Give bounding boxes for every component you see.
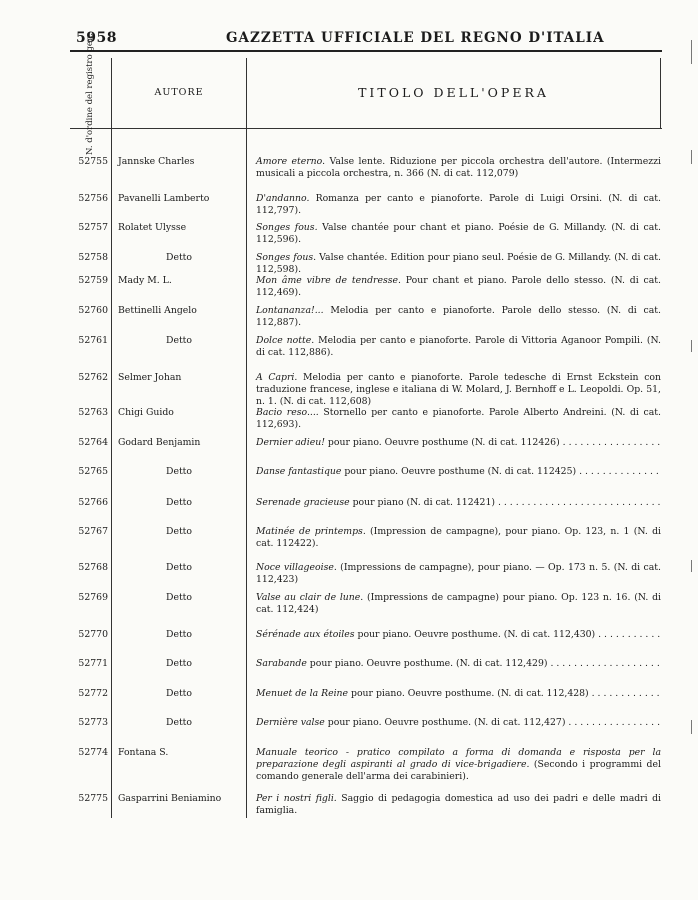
entry-number: 52772 xyxy=(78,688,108,699)
entry-title xyxy=(256,658,661,670)
entry-title xyxy=(256,252,661,276)
entry-title-italic: Songes fous. xyxy=(256,222,318,233)
header-rule xyxy=(70,128,662,129)
entry-number: 52759 xyxy=(78,275,108,286)
entry-title-text: Romanza per canto e pianoforte. Parole di Luigi Orsini. (N. di cat. 112,797). xyxy=(256,193,661,216)
page-number: 5958 xyxy=(76,30,117,46)
entry-number: 52775 xyxy=(78,793,108,804)
entry-author: Detto xyxy=(165,688,193,699)
entry-title-italic: Amore eterno. xyxy=(256,156,326,167)
entry-number: 52758 xyxy=(78,252,108,263)
entry-title xyxy=(256,562,661,586)
entry-title-italic: Manuale teorico - pratico compilato a forma di domanda e risposta per la preparazione degli aspiranti al grado di vice-brigadiere. xyxy=(256,747,661,770)
scan-mark xyxy=(691,720,692,734)
entry-title xyxy=(256,629,661,641)
margin-scan-marks xyxy=(668,30,698,790)
entry-title-text: pour piano (N. di cat. 112421) xyxy=(349,497,496,508)
entry-title xyxy=(256,156,661,180)
entry-title-text: (Impressions de campagne), pour piano. — Op. 173 n. 5. (N. di cat. 112,423) xyxy=(256,562,661,585)
entry-title xyxy=(256,497,661,509)
entry-title-italic: Noce villageoise. xyxy=(256,562,337,573)
entry-title-italic: Dernière valse xyxy=(256,717,325,728)
column-divider xyxy=(246,58,247,818)
entry-title-italic: Sarabande xyxy=(256,658,307,669)
entry-title xyxy=(256,305,661,329)
entry-title-text: pour piano. Oeuvre posthume. (N. di cat. 112,429) xyxy=(306,658,548,669)
entry-title-text: pour piano. Oeuvre posthume. (N. di cat. 112,428) xyxy=(348,688,589,699)
entry-number: 52762 xyxy=(78,372,108,383)
entry-title xyxy=(256,275,661,299)
entry-author: Detto xyxy=(165,658,193,669)
entry-title-italic: A Capri. xyxy=(256,372,298,383)
entry-author: Selmer Johan xyxy=(118,372,182,383)
entry-title-italic: Menuet de la Reine xyxy=(256,688,349,699)
entry-author: Bettinelli Angelo xyxy=(118,305,197,316)
entry-title-italic: Serenade gracieuse xyxy=(256,497,350,508)
entry-title-italic: Mon âme vibre de tendresse. xyxy=(256,275,401,286)
entry-number: 52771 xyxy=(78,658,108,669)
entry-number: 52766 xyxy=(78,497,108,508)
entry-author: Godard Benjamin xyxy=(118,437,201,448)
entry-title-text: Valse chantée pour chant et piano. Poésie de G. Millandy. (N. di cat. 112,596). xyxy=(256,222,661,245)
entry-title-text: Melodia per canto e pianoforte. Parole di Vittoria Aganoor Pompili. (N. di cat. 112,886). xyxy=(256,335,661,358)
entry-title-text: Melodia per canto e pianoforte. Parole dello stesso. (N. di cat. 112,887). xyxy=(256,305,661,328)
entry-title-text: pour piano. Oeuvre posthume. (N. di cat. 112,427) xyxy=(324,717,566,728)
entry-title-italic: Valse au clair de lune. xyxy=(256,592,364,603)
entry-number: 52769 xyxy=(78,592,108,603)
entry-author: Detto xyxy=(165,335,193,346)
entry-title-italic: Bacio reso.... xyxy=(256,407,319,418)
entry-author: Detto xyxy=(165,497,193,508)
entry-title-italic: Danse fantastique xyxy=(256,466,342,477)
entry-number: 52761 xyxy=(78,335,108,346)
entry-title-italic: Dernier adieu! xyxy=(256,437,325,448)
entry-author: Detto xyxy=(165,562,193,573)
entry-title xyxy=(256,437,661,449)
entry-title xyxy=(256,335,661,359)
scan-mark xyxy=(691,340,692,352)
scan-mark xyxy=(691,40,692,64)
entry-number: 52767 xyxy=(78,526,108,537)
entry-title xyxy=(256,526,661,550)
entry-number: 52774 xyxy=(78,747,108,758)
header-title-column: TITOLO DELL'OPERA xyxy=(358,85,549,100)
header-author-column: AUTORE xyxy=(154,87,204,98)
entry-title-text: Stornello per canto e pianoforte. Parole Alberto Andreini. (N. di cat. 112,693). xyxy=(256,407,661,430)
entry-author: Detto xyxy=(165,526,193,537)
entry-title-italic: Matinée de printemps. xyxy=(256,526,366,537)
entry-title xyxy=(256,592,661,616)
entry-author: Detto xyxy=(165,466,193,477)
entry-title-text: pour piano. Oeuvre posthume. (N. di cat. 112,430) xyxy=(354,629,596,640)
entry-author: Mady M. L. xyxy=(118,275,172,286)
entry-title-text: pour piano. Oeuvre posthume (N. di cat. 112426) xyxy=(324,437,560,448)
entry-title-text: Melodia per canto e pianoforte. Parole tedesche di Ernst Eckstein con traduzione francese, inglese e italiana di W. Molard, J. Bernhoff e L. Leopoldi. Op. 51, n. 1. (N. di cat. 112,608) xyxy=(256,372,661,407)
entry-author: Detto xyxy=(165,629,193,640)
page-header: GAZZETTA UFFICIALE DEL REGNO D'ITALIA xyxy=(226,30,605,46)
entry-title xyxy=(256,688,661,700)
entry-title-text: (Impressions de campagne) pour piano. Op. 123 n. 16. (N. di cat. 112,424) xyxy=(256,592,662,615)
entry-title-text: Valse chantée. Edition pour piano seul. Poésie de G. Millandy. (N. di cat. 112,598). xyxy=(256,252,662,275)
header-number-label: N. d'ordine del registro gen. xyxy=(85,32,96,156)
entry-title xyxy=(256,222,661,246)
entry-title-text: (Impression de campagne), pour piano. Op. 123, n. 1 (N. di cat. 112422). xyxy=(256,526,661,549)
entry-author: Gasparrini Beniamino xyxy=(118,793,222,804)
entry-title-italic: Per i nostri figli. xyxy=(256,793,337,804)
entry-author: Rolatet Ulysse xyxy=(118,222,187,233)
entry-number: 52765 xyxy=(78,466,108,477)
entry-author: Jannske Charles xyxy=(118,156,195,167)
entry-title-italic: Lontananza!... xyxy=(256,305,324,316)
entry-author: Chigi Guido xyxy=(118,407,174,418)
scan-mark xyxy=(691,560,692,572)
top-rule xyxy=(70,50,662,52)
entry-number: 52768 xyxy=(78,562,108,573)
entry-title-text: Pour chant et piano. Parole dello stesso. (N. di cat. 112,469). xyxy=(256,275,661,298)
entry-title xyxy=(256,747,661,783)
entry-number: 52756 xyxy=(78,193,108,204)
entry-title-text: Saggio di pedagogia domestica ad uso dei padri e delle madri di famiglia. xyxy=(256,793,662,816)
entry-author: Detto xyxy=(165,252,193,263)
entry-title xyxy=(256,193,661,217)
entry-number: 52770 xyxy=(78,629,108,640)
entry-author: Detto xyxy=(165,592,193,603)
entry-number: 52773 xyxy=(78,717,108,728)
column-divider xyxy=(111,58,112,818)
entry-title xyxy=(256,717,661,729)
entry-author: Pavanelli Lamberto xyxy=(118,193,210,204)
entry-author: Fontana S. xyxy=(118,747,169,758)
entry-title xyxy=(256,466,661,478)
entry-title-text: (Secondo i programmi del comando generale dell'arma dei carabinieri). xyxy=(256,759,661,782)
entry-number: 52760 xyxy=(78,305,108,316)
entry-title xyxy=(256,372,661,408)
entry-title-italic: D'andanno. xyxy=(256,193,310,204)
entry-title-text: pour piano. Oeuvre posthume (N. di cat. 112425) xyxy=(341,466,577,477)
entry-author: Detto xyxy=(165,717,193,728)
entry-title-text: Valse lente. Riduzione per piccola orchestra dell'autore. (Intermezzi musicali a piccola orchestra, n. 366 (N. di cat. 112,079) xyxy=(256,156,661,179)
column-divider xyxy=(660,58,661,128)
entry-title-italic: Dolce notte. xyxy=(256,335,315,346)
entry-title-italic: Sérénade aux étoiles xyxy=(256,629,355,640)
entry-number: 52757 xyxy=(78,222,108,233)
entry-title-italic: Songes fous. xyxy=(256,252,317,263)
scan-mark xyxy=(691,150,692,164)
entry-number: 52755 xyxy=(78,156,108,167)
entry-title xyxy=(256,793,661,817)
entry-number: 52763 xyxy=(78,407,108,418)
entry-title xyxy=(256,407,661,431)
entry-number: 52764 xyxy=(78,437,108,448)
